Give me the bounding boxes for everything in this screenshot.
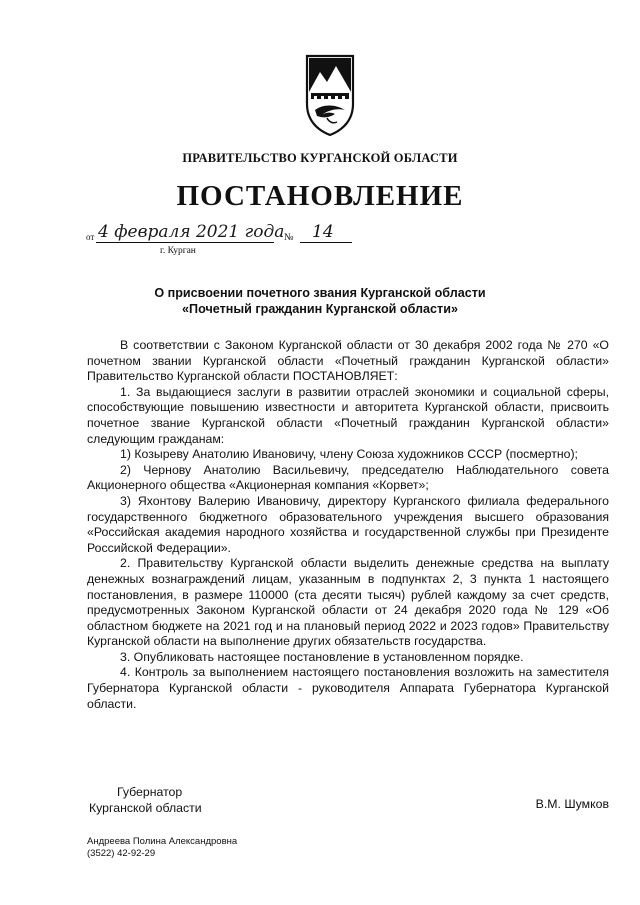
signatory-position bbox=[89, 784, 202, 816]
city-label: г. Курган bbox=[160, 246, 196, 256]
signatory-position-line-1: Губернатор bbox=[117, 785, 183, 799]
kurgan-region-coat-of-arms-icon bbox=[303, 52, 357, 138]
body-paragraph: 3. Опубликовать настоящее постановление в установленном порядке. bbox=[120, 649, 524, 664]
handwritten-number: 14 bbox=[312, 222, 334, 242]
document-body bbox=[87, 338, 609, 712]
body-paragraph: 1. За выдающиеся заслуги в развитии отраслей экономики и социальной сферы, способствующие повышению известности и авторитета Курганской области, присвоить почетное звание Курганской области «Почетный гражданин Курганской области» следующим гражданам: bbox=[87, 384, 609, 446]
title-line-2: «Почетный гражданин Курганской области» bbox=[182, 301, 458, 316]
executor-phone: (3522) 42-92-29 bbox=[87, 848, 156, 859]
document-title bbox=[0, 286, 640, 317]
body-paragraph: 2. Правительству Курганской области выделить денежные средства на выплату денежных вознаграждений лицам, указанным в подпунктах 2, 3 пункта 1 настоящего постановления, в размере 110000 (ста десяти тысяч) рублей каждому за счет средств, предусмотренных Законом Курганской области от 24 декабря 2020 года № 129 «Об областном бюджете на 2021 год и на плановый период 2022 и 2023 годов» Правительству Курганской области на выполнение других обязательств государства. bbox=[87, 556, 609, 649]
signatory-position-line-2: Курганской области bbox=[89, 801, 202, 815]
number-underline bbox=[300, 242, 352, 243]
body-paragraph: 1) Козыреву Анатолию Ивановичу, члену Союза художников СССР (посмертно); bbox=[120, 447, 578, 462]
number-label: № bbox=[284, 232, 294, 243]
document-type-heading: ПОСТАНОВЛЕНИЕ bbox=[176, 180, 464, 212]
executor-name: Андреева Полина Александровна bbox=[87, 836, 238, 847]
date-prefix: от bbox=[86, 232, 95, 242]
date-underline bbox=[96, 242, 274, 243]
body-paragraph: 4. Контроль за выполнением настоящего постановления возложить на заместителя Губернатора Курганской области - руководителя Аппарата Губернатора Курганской области. bbox=[87, 665, 609, 711]
body-paragraph: 3) Яхонтову Валерию Ивановичу, директору Курганского филиала федерального государственного бюджетного образовательного учреждения высшего образования «Российская академия народного хозяйства и государственной службы при Президенте Российской Федерации». bbox=[87, 493, 609, 555]
handwritten-date: 4 февраля 2021 года bbox=[98, 222, 285, 242]
title-line-1: О присвоении почетного звания Курганской области bbox=[154, 286, 486, 300]
body-paragraph: 2) Чернову Анатолию Васильевичу, председателю Наблюдательного совета Акционерного общества «Акционерная компания «Корвет»; bbox=[87, 462, 609, 493]
government-name: ПРАВИТЕЛЬСТВО КУРГАНСКОЙ ОБЛАСТИ bbox=[182, 151, 458, 165]
date-number-line bbox=[86, 222, 366, 248]
signatory-name: В.М. Шумков bbox=[535, 797, 609, 811]
executor-info bbox=[87, 836, 237, 860]
body-paragraph: В соответствии с Законом Курганской области от 30 декабря 2002 года № 270 «О почетном звании Курганской области «Почетный гражданин Курганской области» Правительство Курганской области ПОСТАНОВЛЯЕТ: bbox=[87, 338, 609, 384]
